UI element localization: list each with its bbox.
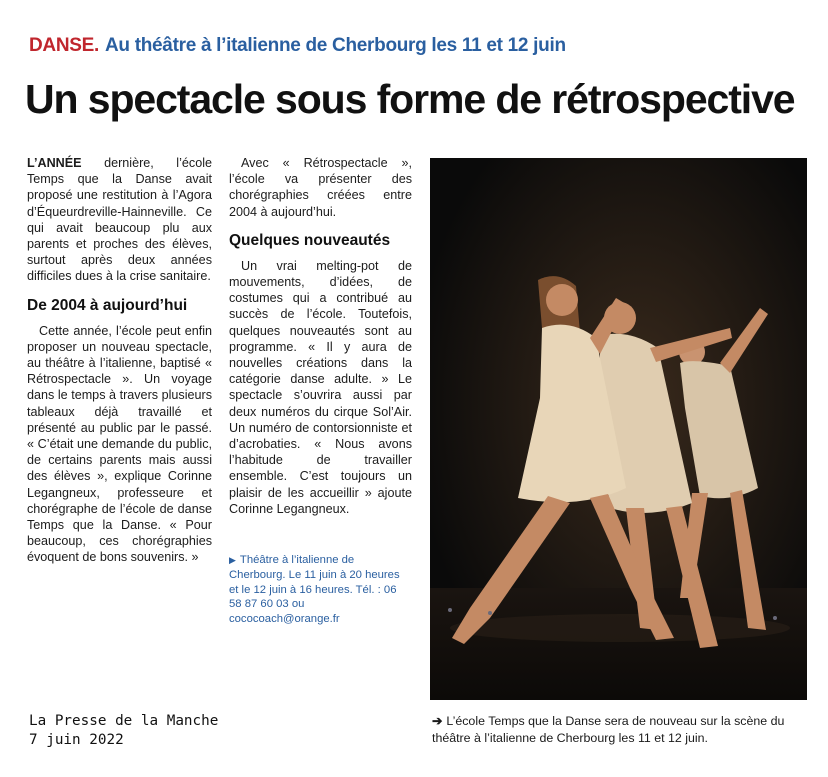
- play-arrow-icon: ▶: [229, 555, 236, 565]
- source-credit: [29, 712, 218, 750]
- info-box: [229, 553, 409, 627]
- paragraph-2: Cette année, l’école peut enfin proposer un nouveau spectacle, au théâtre à l’italienne, baptisé « Rétrospectacle ». Un voyage dans le temps à travers plusieurs tableaux déjà travaillé et présenté au public par le passé. « C’était une demande du public, de certains parents mais aussi des élèves », explique Corinne Legangneux, professeure et chorégraphe de l’école de danse Temps que la Danse. « Pour beaucoup, ces chorégraphies évoquent de bons souvenirs. »: [27, 323, 212, 565]
- page-title: Un spectacle sous forme de rétrospective: [25, 76, 795, 122]
- photo-caption: [432, 713, 812, 747]
- publication-date: 7 juin 2022: [29, 732, 124, 748]
- dance-photo: [430, 158, 807, 700]
- paragraph-4: Un vrai melting-pot de mouvements, d’idées, de costumes qui a contribué au succès de l’école. Toutefois, quelques nouveautés sont au programme. « Il y aura de nouvelles créations dans la catégorie danse adulte. » Le spectacle s’ouvrira aussi par deux numéros du cirque Sol’Air. Un numéro de contorsionniste et d’acrobaties. « Nous avons l’habitude de travailler ensemble. C’est toujours un plaisir de les accueillir » ajoute Corinne Legangneux.: [229, 258, 412, 516]
- arrow-right-icon: ➔: [432, 714, 443, 728]
- lead-word: L’ANNÉE: [27, 156, 82, 170]
- subhead-de-2004: De 2004 à aujourd’hui: [27, 296, 188, 314]
- publication-name: La Presse de la Manche: [29, 713, 219, 729]
- article-column-1: [27, 155, 212, 566]
- article-column-2: [229, 155, 412, 517]
- intro-paragraph: [27, 155, 212, 285]
- article-kicker: [29, 35, 566, 57]
- kicker-subtitle: Au théâtre à l’italienne de Cherbourg les 11 et 12 juin: [105, 35, 566, 56]
- caption-text: L’école Temps que la Danse sera de nouveau sur la scène du théâtre à l’italienne de Cherbourg les 11 et 12 juin.: [432, 714, 785, 745]
- paragraph-3: Avec « Rétrospectacle », l’école va présenter des chorégraphies créées entre 2004 à aujourd’hui.: [229, 156, 412, 219]
- category-label: DANSE.: [29, 35, 99, 56]
- subhead-nouveautes: Quelques nouveautés: [229, 231, 391, 249]
- dancers-illustration: [430, 158, 807, 700]
- intro-text: dernière, l’école Temps que la Danse avait proposé une restitution à l’Agora d’Équeurdreville-Hainneville. Ce qui avait beaucoup plu aux parents et proches des élèves, surtout après deux années difficiles dues à la crise sanitaire.: [27, 156, 212, 284]
- info-text: Théâtre à l’italienne de Cherbourg. Le 11 juin à 20 heures et le 12 juin à 16 heures. Tél. : 06 58 87 60 03 ou cococoach@orange.fr: [229, 554, 400, 626]
